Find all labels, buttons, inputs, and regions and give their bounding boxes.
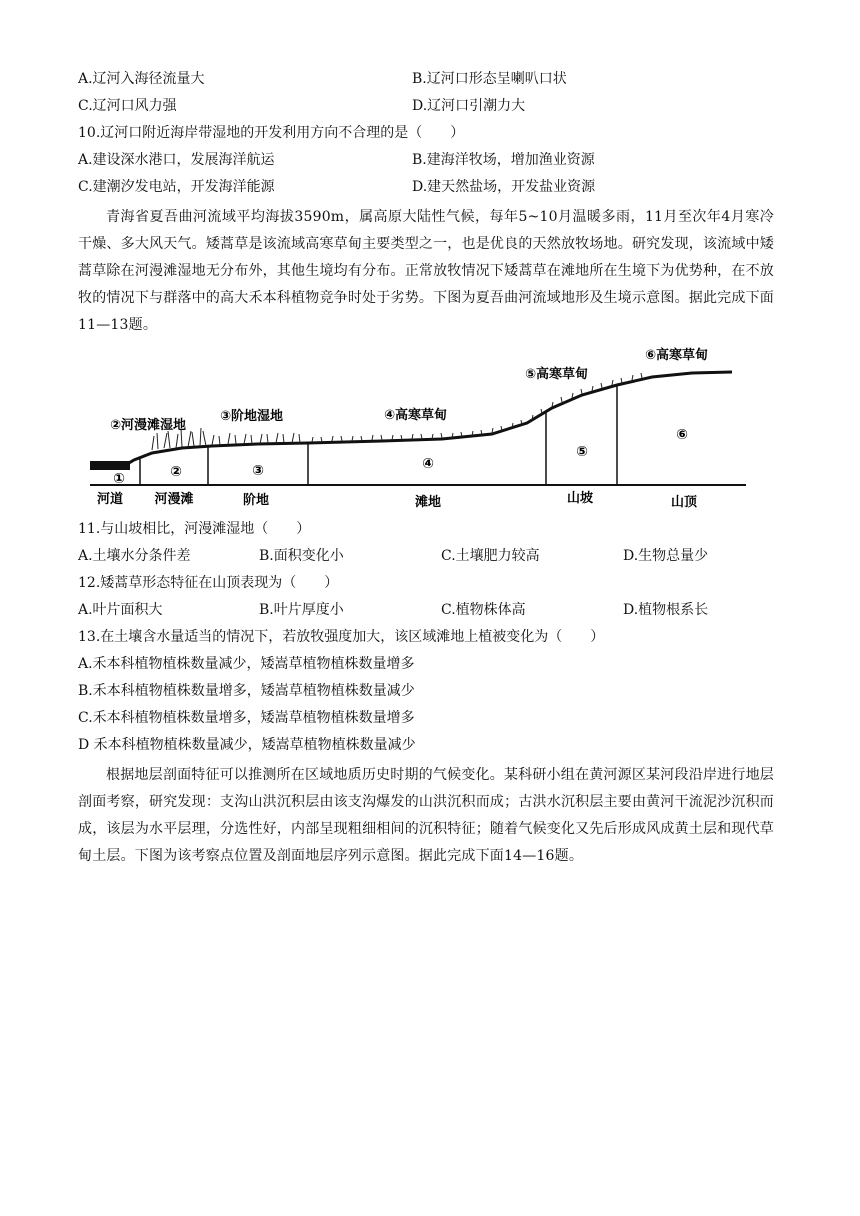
q10-stem: 10.辽河口附近海岸带湿地的开发利用方向不合理的是（ ） (78, 125, 465, 141)
passage-stratigraphy: 根据地层剖面特征可以推测所在区域地质历史时期的气候变化。某科研小组在黄河源区某河段沿岸进行地层剖面考察，研究发现：支沟山洪沉积层由该支沟爆发的山洪沉积而成；古洪水沉积层主要由黄河干流泥沙沉积而成，该层为水平层理，分选性好，内部呈现粗细相间的沉积特征；随着气候变化又先后形成风成黄土层和现代草甸土层。下图为该考察点位置及剖面地层序列示意图。据此完成下面14—16题。 (78, 767, 774, 864)
zone-2: ② (170, 464, 182, 480)
q13-stem: 13.在土壤含水量适当的情况下，若放牧强度加大，该区域滩地上植被变化为（ ） (78, 629, 605, 645)
q12-stem: 12.矮蒿草形态特征在山顶表现为（ ） (78, 575, 339, 591)
zone-1: ① (113, 471, 125, 487)
label-meadow-flat: ④高寒草甸 (384, 408, 448, 423)
ground-flat: 滩地 (414, 495, 442, 510)
ground-river: 河道 (96, 492, 124, 507)
passage-xiawuqu: 青海省夏吾曲河流域平均海拔3590m，属高原大陆性气候，每年5~10月温暖多雨，11月至次年4月寒冷干燥、多大风天气。矮蒿草是该流域高寒草甸主要类型之一，也是优良的天然放牧场地。研究发现，该流域中矮蒿草除在河漫滩湿地无分布外，其他生境均有分布。正常放牧情况下矮蒿草在滩地所在生境下为优势种，在不放牧的情况下与群落中的高大禾本科植物竞争时处于劣势。下图为夏吾曲河流域地形及生境示意图。据此完成下面11—13题。 (78, 209, 774, 333)
label-meadow-slope: ⑤高寒草甸 (525, 367, 589, 382)
q12-option-d: D.植物根系长 (623, 602, 709, 618)
q11-option-b: B.面积变化小 (259, 548, 344, 564)
q11-option-c: C.土壤肥力较高 (441, 548, 540, 564)
q10-option-c: C.建潮汐发电站，开发海洋能源 (78, 179, 275, 195)
q12-option-b: B.叶片厚度小 (259, 602, 344, 618)
river-water (90, 461, 130, 470)
q11-option-a: A.土壤水分条件差 (78, 548, 191, 564)
q12-option-c: C.植物株体高 (441, 602, 526, 618)
zone-6: ⑥ (676, 427, 688, 443)
label-floodplain-wetland: ②河漫滩湿地 (110, 418, 187, 433)
q12-option-a: A.叶片面积大 (78, 602, 163, 618)
zone-dividers (140, 386, 617, 485)
q10-option-b: B.建海洋牧场，增加渔业资源 (412, 152, 595, 168)
q9-option-b: B.辽河口形态呈喇叭口状 (412, 71, 567, 87)
zone-3: ③ (252, 463, 264, 479)
q9-option-a: A.辽河入海径流量大 (78, 71, 205, 87)
label-meadow-top: ⑥高寒草甸 (645, 348, 709, 363)
label-terrace-wetland: ③阶地湿地 (220, 409, 284, 424)
q9-option-d: D.辽河口引潮力大 (412, 98, 526, 114)
q10-option-d: D.建天然盐场，开发盐业资源 (412, 179, 596, 195)
zone-5: ⑤ (576, 444, 588, 460)
ground-floodplain: 河漫滩 (154, 492, 194, 507)
terrain-habitat-figure (82, 340, 752, 515)
q13-option-b: B.禾本科植物植株数量增多，矮嵩草植物植株数量减少 (78, 683, 415, 699)
ground-slope: 山坡 (566, 491, 594, 506)
zone-4: ④ (422, 456, 434, 472)
q9-option-c: C.辽河口风力强 (78, 98, 177, 114)
q13-option-d: D 禾本科植物植株数量减少，矮嵩草植物植株数量减少 (78, 737, 416, 753)
ground-top: 山顶 (670, 495, 698, 510)
q11-stem: 11.与山坡相比，河漫滩湿地（ ） (78, 521, 311, 537)
q11-option-d: D.生物总量少 (623, 548, 709, 564)
ground-terrace: 阶地 (242, 493, 270, 508)
q13-option-a: A.禾本科植物植株数量减少，矮嵩草植物植株数量增多 (78, 656, 415, 672)
q10-option-a: A.建设深水港口，发展海洋航运 (78, 152, 275, 168)
q13-option-c: C.禾本科植物植株数量增多，矮嵩草植物植株数量增多 (78, 710, 415, 726)
